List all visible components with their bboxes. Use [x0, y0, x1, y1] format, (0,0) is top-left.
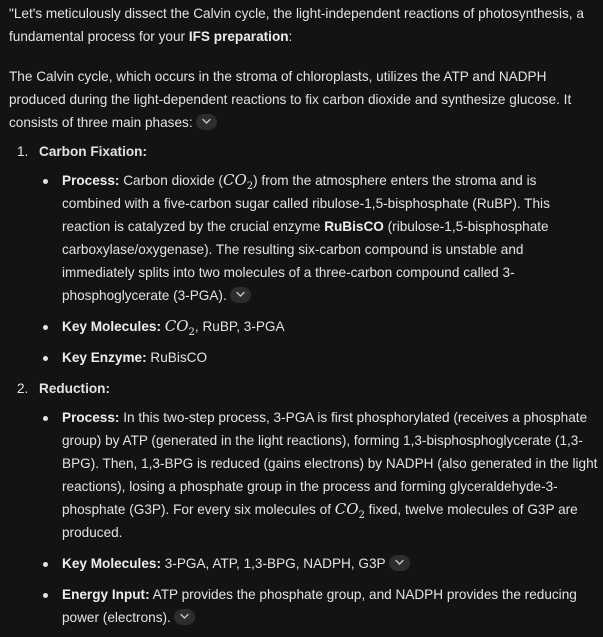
- phase-details: [39, 169, 599, 369]
- expand-button[interactable]: [196, 114, 217, 130]
- intro-paragraph: [9, 2, 599, 48]
- process-label: Process:: [62, 173, 120, 188]
- energy-label: Energy Input:: [62, 587, 150, 602]
- intro-bold: IFS preparation: [188, 29, 289, 44]
- energy-input-item: [39, 583, 599, 629]
- chevron-down-icon: [236, 291, 245, 298]
- response-content: [9, 2, 599, 637]
- molecules-text: 3-PGA, ATP, 1,3-BPG, NADPH, G3P: [160, 556, 386, 571]
- overview-text: The Calvin cycle, which occurs in the stroma of chloroplasts, utilizes the ATP and NADPH produced during the light-dependent reactions to fix carbon dioxide and synthesize glucose. It consists of three main phases:: [9, 69, 572, 130]
- chevron-down-icon: [202, 118, 211, 125]
- molecules-text: , RuBP, 3-PGA: [194, 319, 285, 334]
- co2-formula: [222, 171, 254, 192]
- phase-number: 1.: [17, 144, 29, 159]
- co2-sub: 2: [246, 181, 254, 192]
- enzyme-text: RuBisCO: [146, 350, 208, 365]
- co2-base: CO: [164, 317, 189, 335]
- process-label: Process:: [62, 410, 120, 425]
- process-text-a: In this two-step process, 3-PGA is first phosphorylated (receives a phosphate group) by ATP (generated in the light reactions), forming 1,3-bisphosphoglycerate (1,3-BPG). Then, 1,3-BPG is reduced (gains electrons) by NADPH (also generated in the light reactions), losing a phosphate group in the process and forming glyceraldehyde-3-phosphate (G3P). For every six molecules of: [62, 410, 598, 517]
- expand-button[interactable]: [230, 287, 251, 303]
- process-text-c: (ribulose-1,5-bisphosphate carboxylase/oxygenase). The resulting six-carbon compound is unstable and immediately splits into two molecules of a three-carbon compound called 3-phosphoglycerate (3-PGA).: [62, 219, 549, 303]
- phase-reduction: [9, 377, 599, 629]
- intro-end: :: [288, 29, 293, 44]
- key-molecules-item: [39, 315, 599, 338]
- key-enzyme-item: [39, 346, 599, 369]
- co2-sub: 2: [358, 510, 365, 521]
- energy-text: ATP provides the phosphate group, and NADPH provides the reducing power (electrons).: [62, 587, 577, 625]
- chevron-down-icon: [180, 613, 189, 620]
- phase-title: Reduction:: [39, 381, 110, 396]
- enzyme-label: Key Enzyme:: [62, 350, 147, 365]
- phase-carbon-fixation: [9, 140, 599, 369]
- phase-details: [39, 406, 599, 629]
- molecules-label: Key Molecules:: [62, 319, 161, 334]
- intro-text: "Let's meticulously dissect the Calvin cycle, the light-independent reactions of photosynthesis, a fundamental process for your: [9, 6, 584, 44]
- phases-list: [9, 140, 599, 629]
- phase-title: Carbon Fixation:: [39, 144, 147, 159]
- co2-sub: 2: [188, 327, 195, 338]
- process-item: [39, 169, 599, 307]
- molecules-label: Key Molecules:: [62, 556, 161, 571]
- co2-formula: [164, 317, 195, 338]
- expand-button[interactable]: [174, 609, 195, 625]
- process-text-b: fixed, twelve molecules of G3P are produced.: [62, 502, 578, 540]
- co2-base: CO: [334, 500, 359, 518]
- phase-number: 2.: [17, 381, 29, 396]
- chevron-down-icon: [395, 559, 404, 566]
- process-text-a: Carbon dioxide (: [119, 173, 223, 188]
- co2-base: CO: [222, 171, 247, 189]
- co2-formula: [334, 500, 365, 521]
- overview-paragraph: [9, 65, 599, 134]
- process-text-b: ) from the atmosphere enters the stroma and is combined with a five-carbon sugar called ribulose-1,5-bisphosphate (RuBP). This reaction is catalyzed by the crucial enzyme: [62, 173, 550, 234]
- process-bold: RuBisCO: [324, 219, 384, 234]
- process-item: [39, 406, 599, 544]
- expand-button[interactable]: [389, 555, 410, 571]
- key-molecules-item: [39, 552, 599, 575]
